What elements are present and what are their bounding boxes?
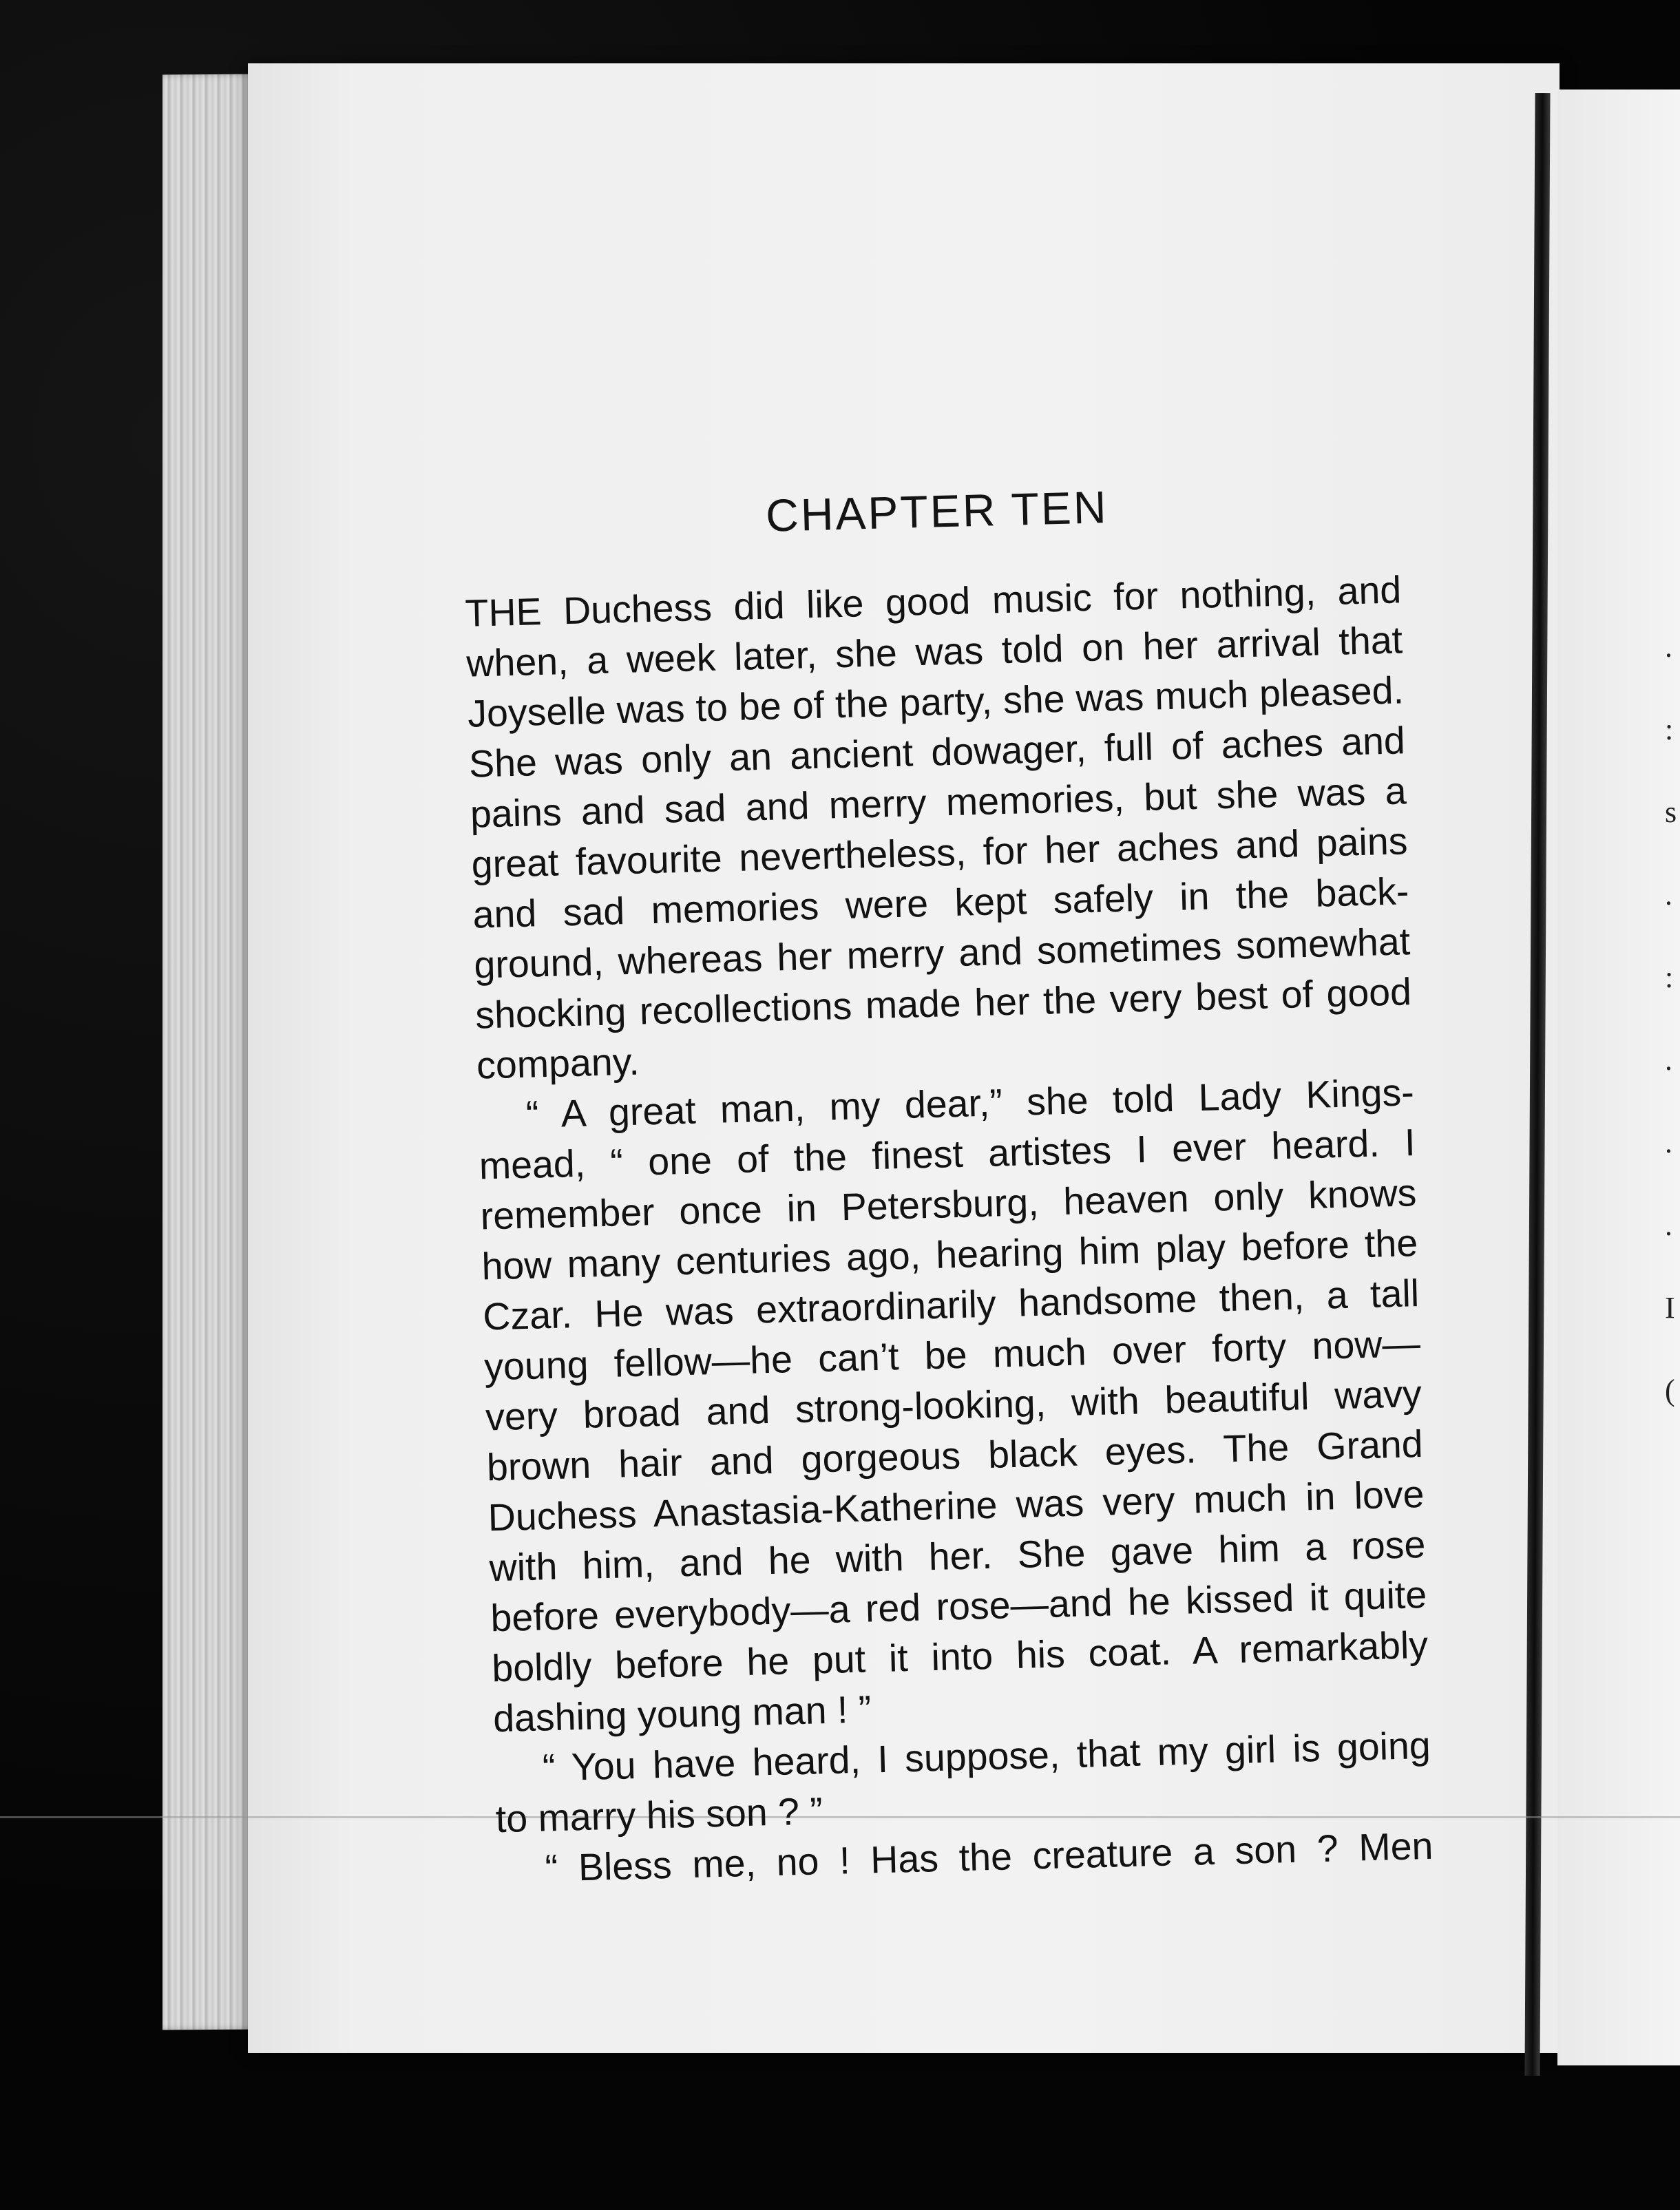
text-line: very broad and strong-looking, with beautiful wavy (485, 1372, 1422, 1439)
text-line: She was only an ancient dowager, full of aches and (468, 719, 1406, 786)
paragraph (477, 1067, 1430, 1744)
paragraph (465, 565, 1414, 1091)
text-line: pains and sad and merry memories, but she was a (470, 769, 1407, 836)
chapter-body (465, 565, 1434, 1895)
facing-page-marks: . : s . : . . . I ( (1665, 630, 1677, 1407)
text-line: company. (476, 1040, 640, 1087)
text-line: Joyselle was to be of the party, she was much pleased. (467, 669, 1405, 735)
text-line: “ Bless me, no ! Has the creature a son ? Men (544, 1824, 1434, 1890)
text-line: THE Duchess did like good music for nothing, and (464, 568, 1402, 635)
text-line: brown hair and gorgeous black eyes. The Grand (486, 1422, 1424, 1489)
text-line: with him, and he with her. She gave him a rose (488, 1522, 1427, 1590)
text-line: dashing young man ! ” (492, 1687, 872, 1740)
text-line: when, a week later, she was told on her arrival that (465, 618, 1403, 685)
text-line: “ A great man, my dear,” she told Lady Kings- (525, 1071, 1415, 1136)
chapter-title: CHAPTER TEN (765, 481, 1109, 541)
text-line: young fellow—he can’t be much over forty now— (483, 1322, 1421, 1389)
text-line: great favourite nevertheless, for her aches and pains (471, 819, 1409, 886)
text-line: shocking recollections made her the very best of good (474, 970, 1412, 1037)
text-line: Czar. He was extraordinarily handsome then, a tall (482, 1272, 1420, 1338)
text-line: ground, whereas her merry and sometimes somewhat (473, 920, 1411, 987)
text-line: and sad memories were kept safely in the back- (472, 870, 1410, 936)
text-line: how many centuries ago, hearing him play before the (481, 1221, 1418, 1288)
text-line: boldly before he put it into his coat. A remarkably (491, 1623, 1429, 1690)
text-line: to marry his son ? ” (495, 1789, 823, 1841)
text-line: before everybody—a red rose—and he kissed it quite (490, 1572, 1427, 1640)
text-line: mead, “ one of the finest artistes I ever heard. I (479, 1121, 1416, 1188)
text-line: “ You have heard, I suppose, that my girl is going (542, 1723, 1431, 1789)
text-line: remember once in Petersburg, heaven only knows (479, 1171, 1418, 1238)
text-line: Duchess Anastasia-Katherine was very much in love (487, 1472, 1425, 1539)
